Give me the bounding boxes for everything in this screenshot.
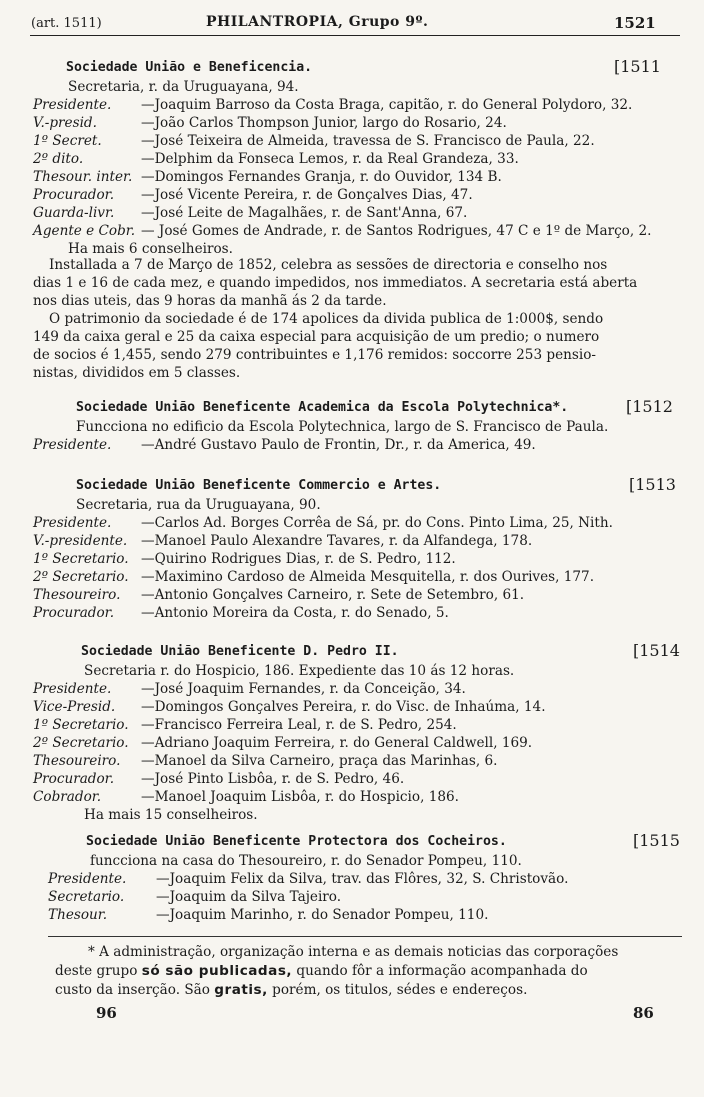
officer-role: Guarda-livr. bbox=[33, 205, 115, 221]
officer-details: —José Teixeira de Almeida, travessa de S. Francisco de Paula, 22. bbox=[141, 133, 595, 149]
officer-details: —Antonio Gonçalves Carneiro, r. Sete de Setembro, 61. bbox=[141, 587, 525, 603]
society-title: Sociedade União Beneficente Commercio e Artes. bbox=[76, 478, 442, 493]
society-title: Sociedade União e Beneficencia. bbox=[66, 60, 313, 75]
entry-line bbox=[48, 888, 341, 906]
entry-line bbox=[48, 870, 568, 888]
officer-role: Vice-Presid. bbox=[33, 699, 116, 715]
footnote-line-1: * A administração, organização interna e as demais noticias das corporações bbox=[88, 944, 619, 960]
entry-number: [1514 bbox=[633, 641, 680, 660]
officer-details: —Quirino Rodrigues Dias, r. de S. Pedro, 112. bbox=[141, 551, 456, 567]
officer-role: 1º Secretario. bbox=[33, 717, 129, 733]
entry-line bbox=[76, 496, 321, 514]
officer-role: Procurador. bbox=[33, 605, 115, 621]
officer-role: Presidente. bbox=[33, 681, 112, 697]
entry-line bbox=[33, 132, 595, 150]
entry-line bbox=[33, 168, 502, 186]
entry-line bbox=[84, 662, 514, 680]
entry-line bbox=[33, 222, 651, 240]
entry-line bbox=[33, 568, 594, 586]
officer-role: Presidente. bbox=[48, 871, 127, 887]
entry-number: [1512 bbox=[626, 397, 673, 416]
entry-line bbox=[33, 734, 532, 752]
officer-details: — José Gomes de Andrade, r. de Santos Rodrigues, 47 C e 1º de Março, 2. bbox=[141, 223, 652, 239]
header-article-ref: (art. 1511) bbox=[31, 16, 102, 31]
entry-line bbox=[48, 906, 488, 924]
entry-line bbox=[33, 698, 546, 716]
officer-details: —Antonio Moreira da Costa, r. do Senado, 5. bbox=[141, 605, 449, 621]
entry-line bbox=[90, 852, 522, 870]
officer-role: Agente e Cobr. bbox=[33, 223, 136, 239]
footnote-emphasis-published: só são publicadas, bbox=[141, 963, 293, 979]
officer-role: Thesour. bbox=[48, 907, 108, 923]
entry-line bbox=[33, 150, 519, 168]
entry-number: [1515 bbox=[633, 831, 680, 850]
officer-details: —Joaquim Felix da Silva, trav. das Flôres, 32, S. Christovão. bbox=[156, 871, 569, 887]
officer-details: —Joaquim da Silva Tajeiro. bbox=[156, 889, 342, 905]
officer-role: Procurador. bbox=[33, 187, 115, 203]
entry-note: Secretaria, r. da Uruguayana, 94. bbox=[68, 79, 299, 95]
entry-line bbox=[33, 436, 536, 454]
footnote-line-3: custo da inserção. São gratis, porém, os titulos, sédes e endereços. bbox=[55, 982, 528, 998]
entry-note: funcciona na casa do Thesoureiro, r. do Senador Pompeu, 110. bbox=[90, 853, 522, 869]
header-section-title: PHILANTROPIA, Grupo 9º. bbox=[206, 14, 429, 30]
officer-role: 2º Secretario. bbox=[33, 569, 129, 585]
officer-role: Thesoureiro. bbox=[33, 587, 121, 603]
footnote-emphasis-gratis: gratis, bbox=[214, 982, 268, 998]
entry-line bbox=[33, 680, 466, 698]
officer-role: Presidente. bbox=[33, 515, 112, 531]
officer-details: —José Joaquim Fernandes, r. da Conceição, 34. bbox=[141, 681, 466, 697]
entry-line bbox=[33, 752, 498, 770]
entry-paragraph-line: dias 1 e 16 de cada mez, e quando impedidos, nos immediatos. A secretaria está aberta bbox=[33, 275, 638, 291]
officer-role: V.-presidente. bbox=[33, 533, 128, 549]
entry-line bbox=[33, 96, 632, 114]
entry-line bbox=[33, 114, 507, 132]
entry-paragraph-line: de socios é 1,455, sendo 279 contribuintes e 1,176 remidos: soccorre 253 pensio- bbox=[33, 347, 597, 363]
footnote-line-2: deste grupo só são publicadas, quando fôr a informação acompanhada do bbox=[55, 963, 588, 979]
entry-note: Ha mais 6 conselheiros. bbox=[68, 241, 233, 257]
officer-details: —Maximino Cardoso de Almeida Mesquitella, r. dos Ourives, 177. bbox=[141, 569, 595, 585]
officer-role: Secretario. bbox=[48, 889, 125, 905]
officer-role: Thesoureiro. bbox=[33, 753, 121, 769]
officer-details: —Joaquim Barroso da Costa Braga, capitão, r. do General Polydoro, 32. bbox=[141, 97, 633, 113]
entry-note: Secretaria r. do Hospicio, 186. Expediente das 10 ás 12 horas. bbox=[84, 663, 515, 679]
entry-line bbox=[33, 788, 459, 806]
officer-details: —Carlos Ad. Borges Corrêa de Sá, pr. do Cons. Pinto Lima, 25, Nith. bbox=[141, 515, 613, 531]
entry-paragraph-line: nistas, divididos em 5 classes. bbox=[33, 365, 241, 381]
officer-details: —Domingos Gonçalves Pereira, r. do Visc. de Inhaúma, 14. bbox=[141, 699, 546, 715]
entry-paragraph-line: Installada a 7 de Março de 1852, celebra as sessões de directoria e conselho nos bbox=[49, 257, 608, 273]
officer-role: Cobrador. bbox=[33, 789, 102, 805]
officer-role: Presidente. bbox=[33, 437, 112, 453]
officer-role: 2º Secretario. bbox=[33, 735, 129, 751]
officer-details: —Manoel Paulo Alexandre Tavares, r. da Alfandega, 178. bbox=[141, 533, 533, 549]
officer-details: —André Gustavo Paulo de Frontin, Dr., r. da America, 49. bbox=[141, 437, 536, 453]
officer-role: 2º dito. bbox=[33, 151, 84, 167]
page-header bbox=[0, 12, 704, 36]
entry-line bbox=[33, 186, 473, 204]
society-title: Sociedade União Beneficente D. Pedro II. bbox=[81, 644, 399, 659]
entry-note: Secretaria, rua da Uruguayana, 90. bbox=[76, 497, 321, 513]
entry-line bbox=[33, 550, 456, 568]
officer-details: —Adriano Joaquim Ferreira, r. do General Caldwell, 169. bbox=[141, 735, 533, 751]
header-rule bbox=[30, 35, 680, 36]
officer-details: —Joaquim Marinho, r. do Senador Pompeu, 110. bbox=[156, 907, 489, 923]
entry-line bbox=[84, 806, 258, 824]
entry-line bbox=[33, 586, 524, 604]
entry-number: [1511 bbox=[614, 57, 661, 76]
officer-details: —Manoel Joaquim Lisbôa, r. do Hospicio, 186. bbox=[141, 789, 459, 805]
society-title: Sociedade União Beneficente Protectora dos Cocheiros. bbox=[86, 834, 507, 849]
entry-line bbox=[33, 604, 449, 622]
society-title: Sociedade União Beneficente Academica da Escola Polytechnica*. bbox=[76, 400, 569, 415]
officer-details: —Domingos Fernandes Granja, r. do Ouvidor, 134 B. bbox=[141, 169, 502, 185]
entry-line bbox=[33, 770, 404, 788]
entry-paragraph-line: nos dias uteis, das 9 horas da manhã ás 2 da tarde. bbox=[33, 293, 387, 309]
entry-line bbox=[68, 78, 299, 96]
entry-line bbox=[33, 204, 467, 222]
entry-note: Ha mais 15 conselheiros. bbox=[84, 807, 258, 823]
entry-note: Funcciona no edificio da Escola Polytechnica, largo de S. Francisco de Paula. bbox=[76, 419, 609, 435]
entry-paragraph-line: 149 da caixa geral e 25 da caixa especial para acquisição de um predio; o numero bbox=[33, 329, 600, 345]
officer-role: Presidente. bbox=[33, 97, 112, 113]
officer-role: Procurador. bbox=[33, 771, 115, 787]
officer-details: —João Carlos Thompson Junior, largo do Rosario, 24. bbox=[141, 115, 507, 131]
officer-details: —Francisco Ferreira Leal, r. de S. Pedro, 254. bbox=[141, 717, 457, 733]
officer-role: 1º Secretario. bbox=[33, 551, 129, 567]
entry-line bbox=[33, 532, 532, 550]
officer-role: 1º Secret. bbox=[33, 133, 102, 149]
entry-line bbox=[33, 514, 613, 532]
entry-line bbox=[33, 716, 457, 734]
officer-details: —José Vicente Pereira, r. de Gonçalves Dias, 47. bbox=[141, 187, 473, 203]
entry-line bbox=[76, 418, 608, 436]
footer-right-number: 86 bbox=[633, 1004, 654, 1022]
footer-left-number: 96 bbox=[96, 1004, 117, 1022]
footnote-separator bbox=[48, 936, 682, 937]
entry-number: [1513 bbox=[629, 475, 676, 494]
header-page-number: 1521 bbox=[614, 14, 656, 32]
officer-details: —Manoel da Silva Carneiro, praça das Marinhas, 6. bbox=[141, 753, 498, 769]
officer-details: —José Leite de Magalhães, r. de Sant'Anna, 67. bbox=[141, 205, 468, 221]
officer-details: —José Pinto Lisbôa, r. de S. Pedro, 46. bbox=[141, 771, 405, 787]
entry-paragraph-line: O patrimonio da sociedade é de 174 apolices da divida publica de 1:000$, sendo bbox=[49, 311, 604, 327]
officer-role: V.-presid. bbox=[33, 115, 97, 131]
officer-role: Thesour. inter. bbox=[33, 169, 133, 185]
officer-details: —Delphim da Fonseca Lemos, r. da Real Grandeza, 33. bbox=[141, 151, 519, 167]
